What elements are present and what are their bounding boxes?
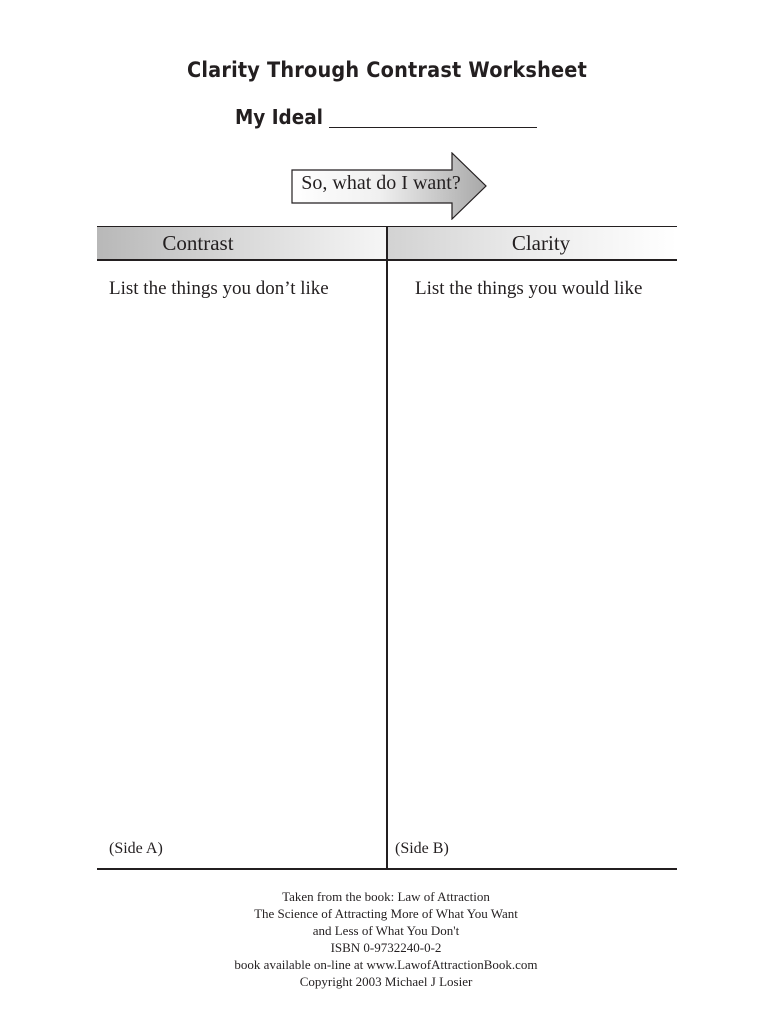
contrast-heading: Contrast <box>162 231 234 255</box>
clarity-prompt: List the things you would like <box>415 278 643 299</box>
clarity-column-header <box>387 226 677 261</box>
contrast-prompt: List the things you don’t like <box>109 278 329 299</box>
side-b-label: (Side B) <box>395 840 449 857</box>
credit-line-isbn: ISBN 0-9732240-0-2 <box>330 940 442 955</box>
column-divider <box>386 226 388 870</box>
my-ideal-label: My Ideal <box>235 105 323 129</box>
my-ideal-blank-line[interactable] <box>329 127 537 128</box>
clarity-heading: Clarity <box>511 231 571 255</box>
book-credits <box>0 888 768 990</box>
credit-line-copyright: Copyright 2003 Michael J Losier <box>299 974 473 989</box>
table-bottom-rule <box>97 868 677 870</box>
arrow-question: So, what do I want? <box>301 172 461 194</box>
contrast-column-header <box>97 226 387 261</box>
contrast-clarity-table <box>97 226 677 870</box>
side-a-label: (Side A) <box>109 840 163 857</box>
credit-line-website: book available on-line at www.LawofAttractionBook.com <box>234 957 538 972</box>
credit-line-subtitle-cont: and Less of What You Don't <box>312 923 460 938</box>
credit-line-source: Taken from the book: Law of Attraction <box>282 889 490 904</box>
worksheet-title: Clarity Through Contrast Worksheet <box>186 58 588 82</box>
credit-line-subtitle: The Science of Attracting More of What You Want <box>254 906 518 921</box>
